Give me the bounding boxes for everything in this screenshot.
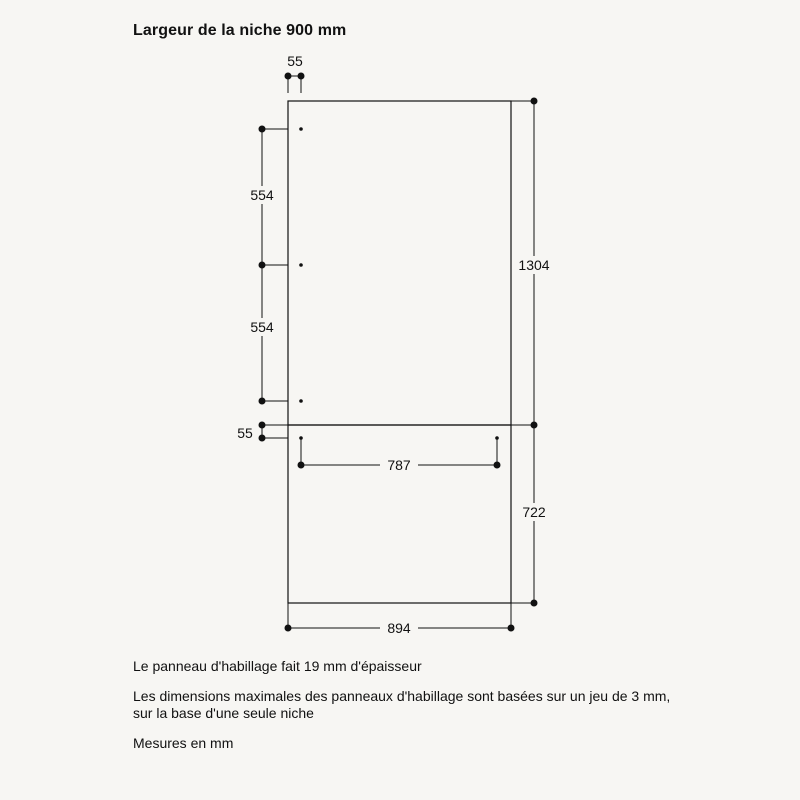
hole-upper-2 [299, 263, 303, 267]
lower-panel [288, 425, 511, 603]
hole-upper-1 [299, 127, 303, 131]
dim-label-55-top: 55 [287, 53, 303, 69]
dim-label-55-left: 55 [237, 425, 253, 441]
page-title: Largeur de la niche 900 mm [133, 22, 347, 39]
note-units: Mesures en mm [133, 735, 234, 751]
dim-hinge-offset-top [285, 53, 305, 93]
note-thickness: Le panneau d'habillage fait 19 mm d'épaisseur [133, 658, 422, 674]
dim-lower-hole-spacing [298, 438, 501, 474]
hole-upper-3 [299, 399, 303, 403]
dim-label-1304: 1304 [518, 257, 550, 273]
upper-panel [288, 101, 511, 425]
dim-upper-spacing [246, 126, 288, 405]
dim-label-554-1: 554 [250, 187, 274, 203]
dim-label-554-2: 554 [250, 319, 274, 335]
dim-label-894: 894 [387, 620, 411, 636]
dim-total-width [285, 603, 515, 637]
mounting-holes [299, 127, 499, 440]
notes [133, 658, 673, 765]
dim-label-722: 722 [522, 504, 546, 520]
note-max-dimensions: Les dimensions maximales des panneaux d'habillage sont basées sur un jeu de 3 mm, sur la base d'une seule niche [133, 688, 671, 721]
dim-label-787: 787 [387, 457, 411, 473]
dim-gap-offset-left [237, 422, 288, 442]
dim-right-heights [511, 98, 556, 607]
